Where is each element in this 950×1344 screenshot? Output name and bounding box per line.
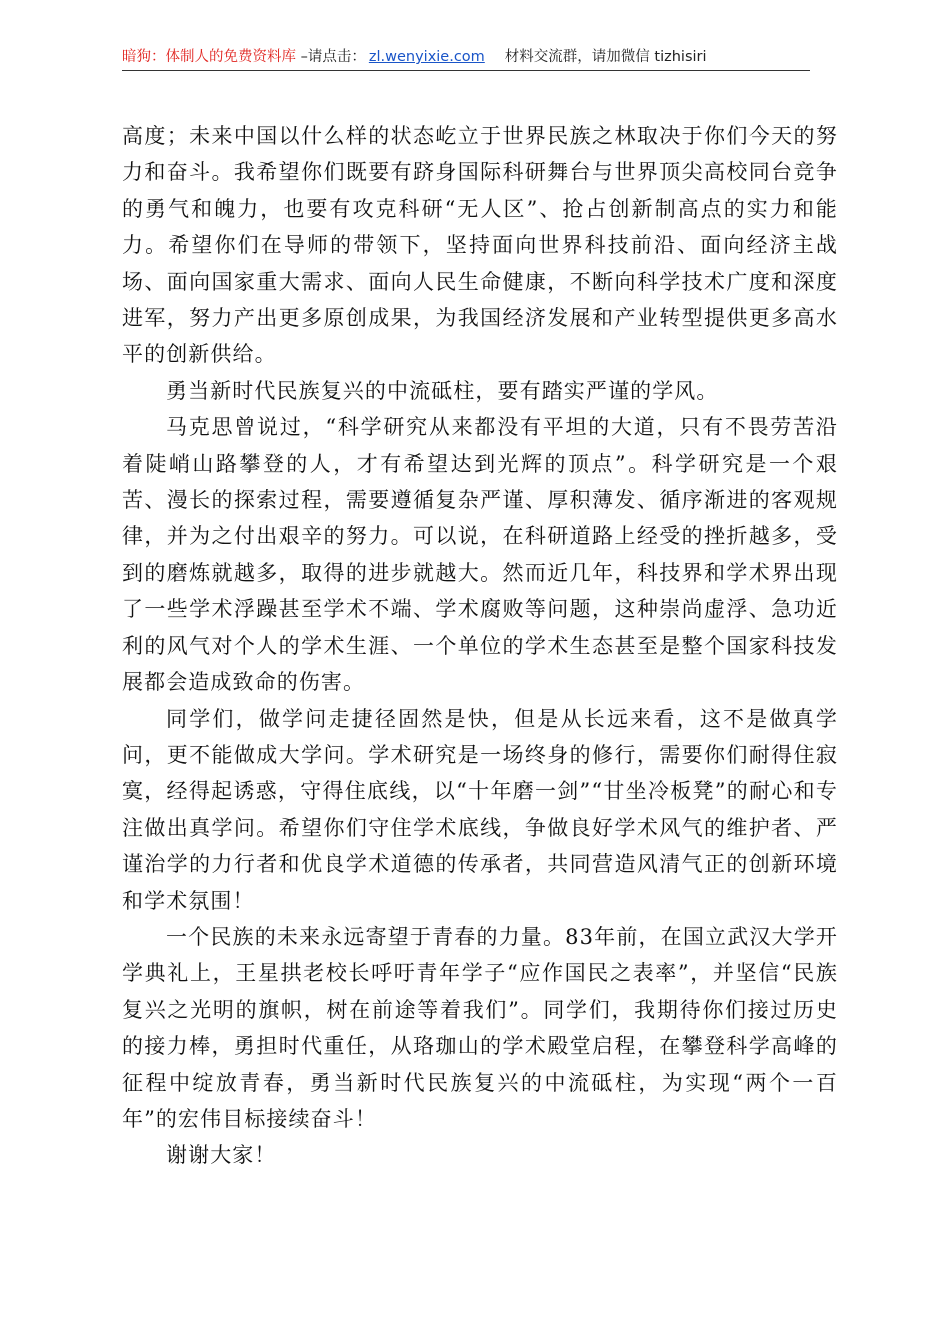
header-brand: 暗狗：体制人的免费资料库 bbox=[122, 49, 296, 65]
paragraph-closing: 谢谢大家！ bbox=[166, 1143, 277, 1168]
paragraph-heading: 勇当新时代民族复兴的中流砥柱，要有踏实严谨的学风。 bbox=[166, 378, 719, 403]
paragraph: 马克思曾说过，“科学研究从来都没有平坦的大道，只有不畏劳苦沿着陡峭山路攀登的人，才有希望达到光辉的顶点”。科学研究是一个艰苦、漫长的探索过程，需要遵循复杂严谨、厚积薄发、循序渐进的客观规律，并为之付出艰辛的努力。可以说，在科研道路上经受的挫折越多，受到的磨炼就越多，取得的进步就越大。然而近几年，科技界和学术界出现了一些学术浮躁甚至学术不端、学术腐败等问题，这种崇尚虚浮、急功近利的风气对个人的学术生涯、一个单位的学术生态甚至是整个国家科技发展都会造成致命的伤害。 bbox=[122, 415, 838, 695]
header-divider bbox=[122, 70, 810, 71]
paragraph: 同学们，做学问走捷径固然是快，但是从长远来看，这不是做真学问，更不能做成大学问。学术研究是一场终身的修行，需要你们耐得住寂寞，经得起诱惑，守得住底线，以“十年磨一剑”“甘坐冷板凳”的耐心和专注做出真学问。希望你们守住学术底线，争做良好学术风气的维护者、严谨治学的力行者和优良学术道德的传承者，共同营造风清气正的创新环境和学术氛围！ bbox=[122, 706, 838, 913]
document-body bbox=[122, 118, 838, 1174]
page-header bbox=[122, 46, 810, 68]
paragraph: 一个民族的未来永远寄望于青春的力量。83年前，在国立武汉大学开学典礼上，王星拱老校长呼吁青年学子“应作国民之表率”，并坚信“民族复兴之光明的旗帜，树在前途等着我们”。同学们，我期待你们接过历史的接力棒，勇担时代重任，从珞珈山的学术殿堂启程，在攀登科学高峰的征程中绽放青春，勇当新时代民族复兴的中流砥柱，为实现“两个一百年”的宏伟目标接续奋斗！ bbox=[122, 924, 838, 1131]
paragraph-continuation: 高度；未来中国以什么样的状态屹立于世界民族之林取决于你们今天的努力和奋斗。我希望你们既要有跻身国际科研舞台与世界顶尖高校同台竞争的勇气和魄力，也要有攻克科研“无人区”、抢占创新制高点的实力和能力。希望你们在导师的带领下，坚持面向世界科技前沿、面向经济主战场、面向国家重大需求、面向人民生命健康，不断向科学技术广度和深度进军，努力产出更多原创成果，为我国经济发展和产业转型提供更多高水平的创新供给。 bbox=[122, 124, 838, 367]
header-link[interactable]: zl.wenyixie.com bbox=[368, 49, 485, 65]
header-contact: 材料交流群，请加微信 tizhisiri bbox=[504, 49, 707, 65]
header-prompt: –请点击： bbox=[296, 49, 366, 65]
